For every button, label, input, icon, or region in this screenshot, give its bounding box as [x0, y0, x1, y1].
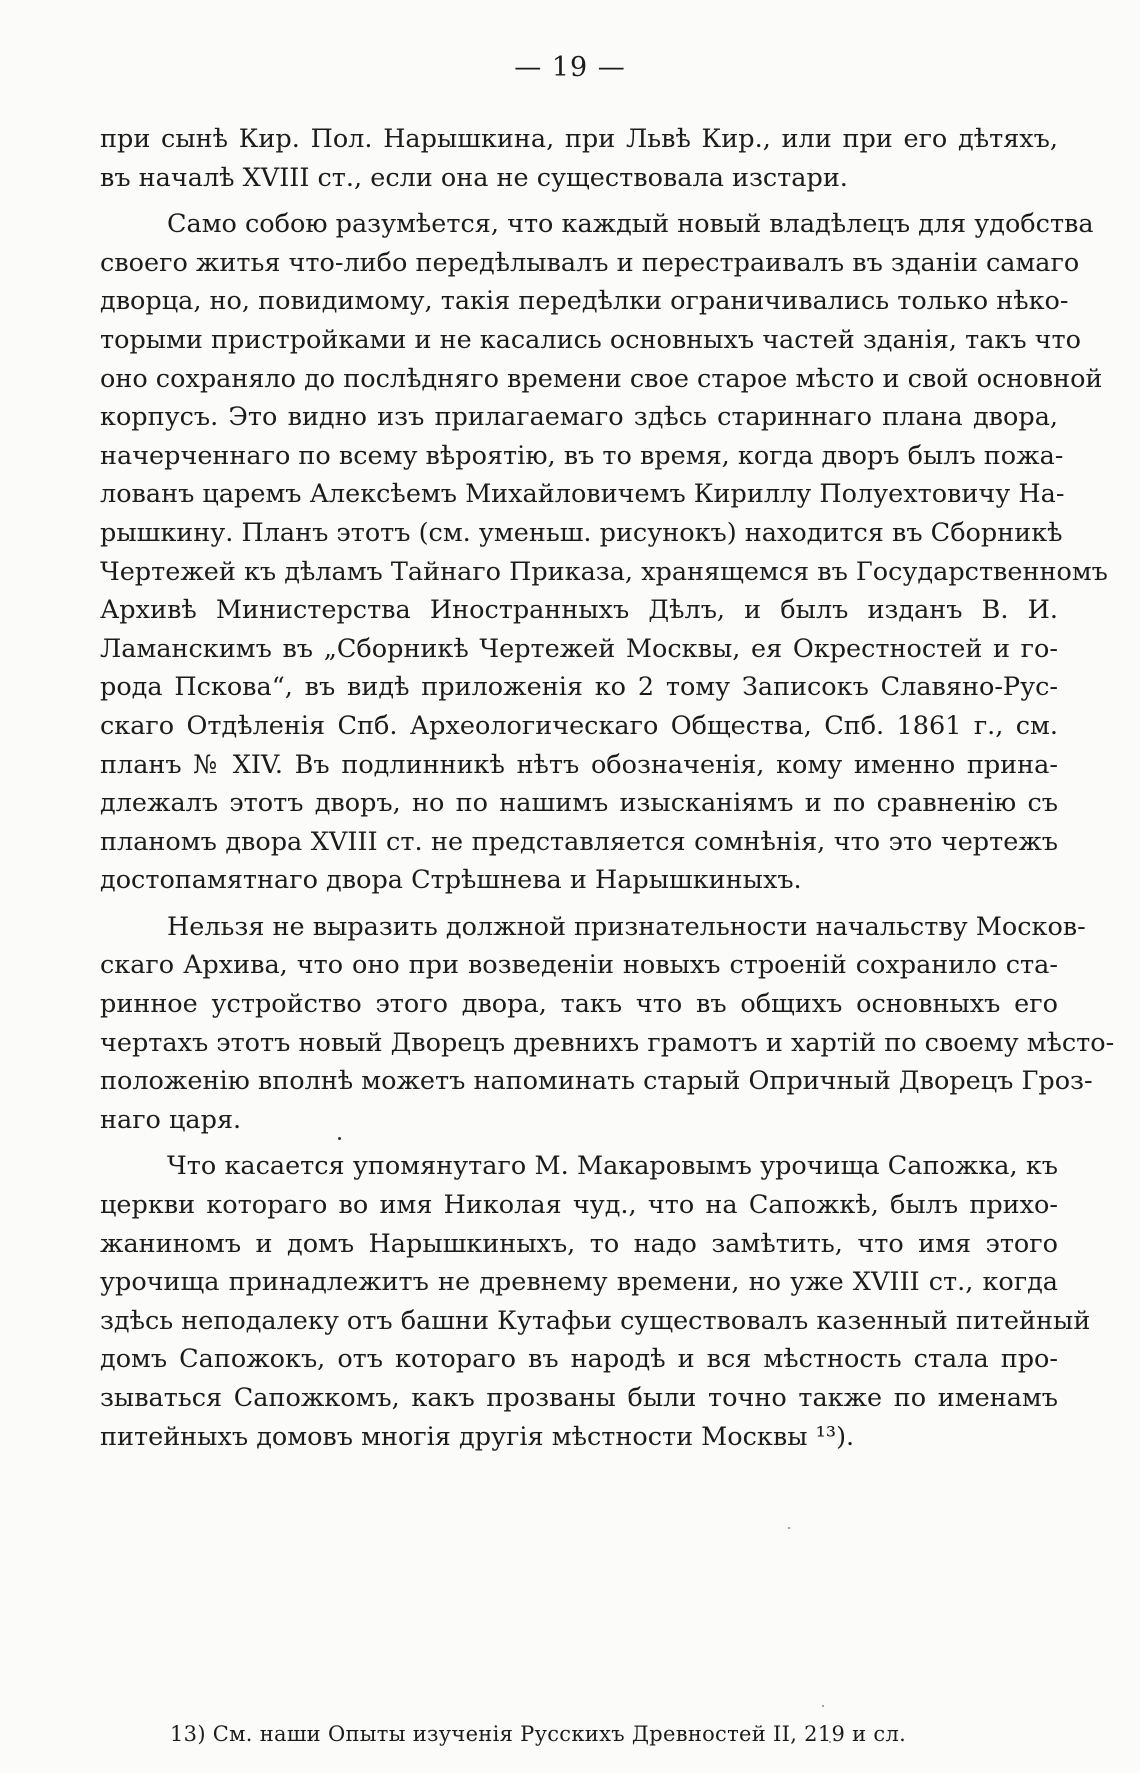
footnote: 13) См. наши Опыты изученія Русскихъ Древностей II, 219 и сл. — [170, 1722, 907, 1746]
text-line: корпусъ. Это видно изъ прилагаемаго здѣсь стариннаго плана двора, — [100, 402, 1058, 433]
text-line: Что касается упомянутаго М. Макаровымъ урочища Сапожка, къ — [167, 1151, 1058, 1182]
paper-speck — [788, 1527, 790, 1529]
text-line: оно сохраняло до послѣдняго времени свое старое мѣсто и свой основной — [100, 363, 1103, 394]
stray-ink-dot — [338, 1137, 341, 1140]
text-line: чертахъ этотъ новый Дворецъ древнихъ грамотъ и хартій по своему мѣсто- — [100, 1027, 1115, 1058]
text-line: Архивѣ Министерства Иностранныхъ Дѣлъ, и былъ изданъ В. И. — [100, 595, 1058, 626]
text-line: планъ № XIV. Въ подлинникѣ нѣтъ обозначенія, кому именно прина- — [100, 749, 1058, 780]
text-line: торыми пристройками и не касались основныхъ частей зданія, такъ что — [100, 324, 1081, 355]
text-line: Ламанскимъ въ „Сборникѣ Чертежей Москвы, ея Окрестностей и го- — [100, 633, 1058, 664]
text-line: начерченнаго по всему вѣроятію, въ то время, когда дворъ былъ пожа- — [100, 440, 1064, 471]
text-line: ринное устройство этого двора, такъ что въ общихъ основныхъ его — [100, 989, 1058, 1020]
text-line: длежалъ этотъ дворъ, но по нашимъ изысканіямъ и по сравненію съ — [100, 788, 1058, 819]
text-line: достопамятнаго двора Стрѣшнева и Нарышкиныхъ. — [100, 865, 802, 896]
text-line: Чертежей къ дѣламъ Тайнаго Приказа, хранящемся въ Государственномъ — [100, 556, 1108, 587]
text-line: наго царя. — [100, 1104, 242, 1135]
text-line: скаго Отдѣленія Спб. Археологическаго Общества, Спб. 1861 г., см. — [100, 710, 1058, 741]
text-line: положенію вполнѣ можетъ напоминать старый Опричный Дворецъ Гроз- — [100, 1066, 1093, 1097]
text-line: урочища принадлежитъ не древнему времени, но уже XVIII ст., когда — [100, 1267, 1058, 1298]
text-line: здѣсь неподалеку отъ башни Кутафьи существовалъ казенный питейный — [100, 1305, 1091, 1336]
text-line: Само собою разумѣется, что каждый новый владѣлецъ для удобства — [167, 209, 1094, 240]
text-line: церкви котораго во имя Николая чуд., что на Сапожкѣ, былъ прихо- — [100, 1190, 1058, 1221]
paper-speck — [822, 1705, 824, 1707]
text-line: рода Пскова“, въ видѣ приложенія ко 2 тому Записокъ Славяно-Рус- — [100, 672, 1058, 703]
text-line: питейныхъ домовъ многія другія мѣстности Москвы ¹³). — [100, 1421, 855, 1452]
text-line: домъ Сапожокъ, отъ котораго въ народѣ и вся мѣстность стала про- — [100, 1344, 1058, 1375]
page-number: — 19 — — [514, 52, 626, 83]
text-line: Нельзя не выразить должной признательности начальству Москов- — [167, 911, 1086, 942]
text-line: въ началѣ XVIII ст., если она не существовала изстари. — [100, 162, 848, 193]
text-line: планомъ двора XVIII ст. не представляется сомнѣнія, что это чертежъ — [100, 826, 1058, 857]
body-text — [100, 120, 1115, 1456]
text-line: при сынѣ Кир. Пол. Нарышкина, при Львѣ Кир., или при его дѣтяхъ, — [100, 124, 1058, 154]
text-line: своего житья что-либо передѣлывалъ и перестраивалъ въ зданіи самаго — [100, 247, 1080, 278]
text-line: дворца, но, повидимому, такія передѣлки ограничивались только нѣко- — [100, 286, 1069, 317]
text-line: лованъ царемъ Алексѣемъ Михайловичемъ Кириллу Полуехтовичу На- — [100, 479, 1065, 510]
text-line: жаниномъ и домъ Нарышкиныхъ, то надо замѣтить, что имя этого — [100, 1228, 1058, 1259]
text-line: зываться Сапожкомъ, какъ прозваны были точно также по именамъ — [100, 1383, 1058, 1413]
text-line: рышкину. Планъ этотъ (см. уменьш. рисунокъ) находится въ Сборникѣ — [100, 517, 1063, 548]
text-line: скаго Архива, что оно при возведеніи новыхъ строеній сохранило ста- — [100, 950, 1058, 981]
